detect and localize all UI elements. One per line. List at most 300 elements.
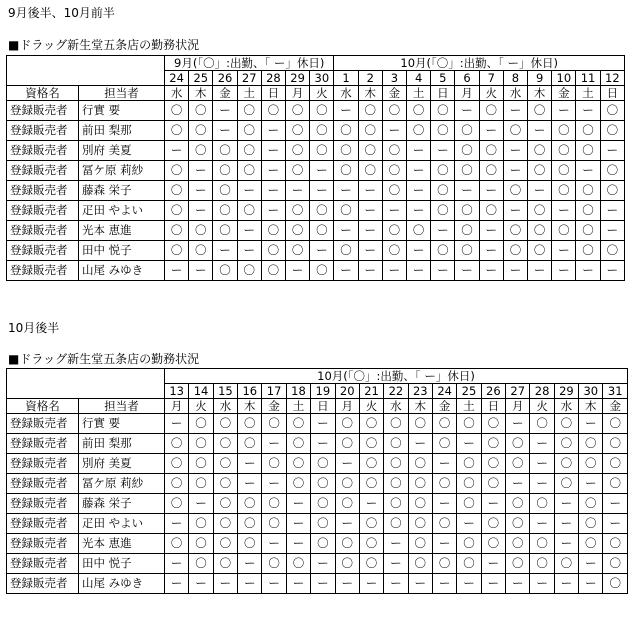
weekday: 日 xyxy=(261,86,285,101)
attendance-cell: 〇 xyxy=(579,534,603,554)
attendance-cell: 〇 xyxy=(600,121,624,141)
qualification-cell: 登録販売者 xyxy=(7,474,79,494)
day-number: 22 xyxy=(384,384,408,399)
qualification-cell: 登録販売者 xyxy=(7,554,79,574)
attendance-cell: ー xyxy=(457,574,481,594)
attendance-cell: 〇 xyxy=(213,554,237,574)
attendance-cell: ー xyxy=(576,261,600,281)
attendance-cell: ー xyxy=(189,574,213,594)
attendance-cell: ー xyxy=(431,261,455,281)
attendance-cell: 〇 xyxy=(432,474,456,494)
attendance-cell: ー xyxy=(334,181,358,201)
attendance-cell: 〇 xyxy=(530,534,554,554)
attendance-cell: ー xyxy=(358,241,382,261)
weekday: 木 xyxy=(408,399,432,414)
attendance-cell: 〇 xyxy=(600,101,624,121)
attendance-cell: ー xyxy=(579,474,603,494)
staff-name-cell: 前田 梨那 xyxy=(79,121,165,141)
attendance-cell: 〇 xyxy=(334,161,358,181)
attendance-cell: 〇 xyxy=(334,141,358,161)
attendance-cell: ー xyxy=(432,494,456,514)
weekday: 月 xyxy=(286,86,310,101)
attendance-cell: ー xyxy=(530,474,554,494)
day-number: 9 xyxy=(528,71,552,86)
attendance-cell: ー xyxy=(479,261,503,281)
attendance-cell: ー xyxy=(503,161,527,181)
attendance-cell: ー xyxy=(238,554,262,574)
attendance-cell: ー xyxy=(358,181,382,201)
weekday: 月 xyxy=(165,399,189,414)
attendance-cell: 〇 xyxy=(237,141,261,161)
attendance-cell: ー xyxy=(503,101,527,121)
attendance-cell: 〇 xyxy=(528,141,552,161)
attendance-cell: 〇 xyxy=(506,454,530,474)
staff-name-cell: 山尾 みゆき xyxy=(79,574,165,594)
attendance-cell: ー xyxy=(431,141,455,161)
attendance-cell: 〇 xyxy=(311,474,335,494)
attendance-cell: 〇 xyxy=(213,494,237,514)
attendance-cell: 〇 xyxy=(432,434,456,454)
attendance-cell: ー xyxy=(506,474,530,494)
attendance-cell: ー xyxy=(262,474,286,494)
day-number: 1 xyxy=(334,71,358,86)
attendance-cell: 〇 xyxy=(165,181,189,201)
attendance-cell: 〇 xyxy=(286,221,310,241)
attendance-cell: 〇 xyxy=(457,474,481,494)
staff-name-cell: 行實 要 xyxy=(79,101,165,121)
staff-row xyxy=(7,141,625,161)
attendance-cell: ー xyxy=(165,141,189,161)
attendance-cell: 〇 xyxy=(189,121,213,141)
weekday: 土 xyxy=(237,86,261,101)
attendance-cell: 〇 xyxy=(261,261,285,281)
day-number: 7 xyxy=(479,71,503,86)
staff-row xyxy=(7,574,628,594)
attendance-cell: 〇 xyxy=(335,534,359,554)
attendance-cell: 〇 xyxy=(407,221,431,241)
attendance-cell: 〇 xyxy=(603,434,628,454)
attendance-cell: 〇 xyxy=(213,454,237,474)
column-header-qualification: 資格名 xyxy=(7,399,79,414)
attendance-cell: ー xyxy=(335,514,359,534)
attendance-cell: 〇 xyxy=(237,201,261,221)
attendance-cell: ー xyxy=(311,554,335,574)
attendance-cell: 〇 xyxy=(431,181,455,201)
staff-name-cell: 光本 恵進 xyxy=(79,221,165,241)
attendance-cell: ー xyxy=(165,514,189,534)
attendance-cell: ー xyxy=(481,574,505,594)
weekday: 月 xyxy=(455,86,479,101)
attendance-cell: 〇 xyxy=(286,554,310,574)
staff-row xyxy=(7,201,625,221)
attendance-cell: 〇 xyxy=(384,494,408,514)
staff-name-cell: 冨ケ原 莉紗 xyxy=(79,161,165,181)
day-number: 25 xyxy=(457,384,481,399)
attendance-cell: ー xyxy=(503,201,527,221)
day-number: 26 xyxy=(481,384,505,399)
attendance-cell: 〇 xyxy=(554,454,578,474)
attendance-cell: 〇 xyxy=(213,221,237,241)
attendance-cell: 〇 xyxy=(213,414,237,434)
attendance-cell: 〇 xyxy=(481,534,505,554)
weekday: 木 xyxy=(358,86,382,101)
attendance-cell: ー xyxy=(554,574,578,594)
attendance-cell: 〇 xyxy=(165,434,189,454)
attendance-cell: ー xyxy=(382,121,406,141)
day-number: 29 xyxy=(554,384,578,399)
weekday: 木 xyxy=(189,86,213,101)
attendance-cell: ー xyxy=(407,241,431,261)
attendance-cell: 〇 xyxy=(408,554,432,574)
attendance-cell: ー xyxy=(358,201,382,221)
attendance-cell: ー xyxy=(238,474,262,494)
attendance-cell: ー xyxy=(189,161,213,181)
qualification-cell: 登録販売者 xyxy=(7,434,79,454)
staff-name-cell: 別府 美夏 xyxy=(79,454,165,474)
attendance-cell: 〇 xyxy=(165,494,189,514)
attendance-cell: ー xyxy=(286,181,310,201)
attendance-cell: 〇 xyxy=(479,101,503,121)
staff-row xyxy=(7,534,628,554)
attendance-cell: 〇 xyxy=(286,141,310,161)
attendance-cell: ー xyxy=(384,554,408,574)
attendance-cell: 〇 xyxy=(286,121,310,141)
weekday: 日 xyxy=(600,86,624,101)
qualification-cell: 登録販売者 xyxy=(7,454,79,474)
attendance-cell: ー xyxy=(530,434,554,454)
column-header-qualification: 資格名 xyxy=(7,86,79,101)
attendance-cell: 〇 xyxy=(600,181,624,201)
attendance-cell: 〇 xyxy=(382,101,406,121)
day-number: 17 xyxy=(262,384,286,399)
day-number: 3 xyxy=(382,71,406,86)
attendance-cell: 〇 xyxy=(213,141,237,161)
staff-name-cell: 藤森 栄子 xyxy=(79,181,165,201)
attendance-cell: 〇 xyxy=(455,161,479,181)
attendance-cell: 〇 xyxy=(552,161,576,181)
attendance-cell: ー xyxy=(311,414,335,434)
month-header: 10月(「〇」:出勤、「 ー」休日) xyxy=(334,56,625,71)
attendance-cell: 〇 xyxy=(457,454,481,474)
attendance-cell: ー xyxy=(479,241,503,261)
attendance-cell: 〇 xyxy=(603,474,628,494)
attendance-cell: 〇 xyxy=(213,181,237,201)
day-number: 20 xyxy=(335,384,359,399)
attendance-cell: 〇 xyxy=(237,161,261,181)
attendance-cell: ー xyxy=(286,514,310,534)
attendance-cell: ー xyxy=(335,574,359,594)
attendance-cell: ー xyxy=(528,121,552,141)
attendance-cell: 〇 xyxy=(579,454,603,474)
attendance-cell: ー xyxy=(455,261,479,281)
attendance-cell: 〇 xyxy=(286,101,310,121)
attendance-cell: 〇 xyxy=(603,534,628,554)
attendance-cell: 〇 xyxy=(431,241,455,261)
attendance-cell: 〇 xyxy=(408,494,432,514)
attendance-cell: ー xyxy=(310,181,334,201)
attendance-cell: 〇 xyxy=(359,514,383,534)
weekday: 金 xyxy=(262,399,286,414)
attendance-cell: 〇 xyxy=(165,101,189,121)
attendance-cell: 〇 xyxy=(503,121,527,141)
attendance-cell: ー xyxy=(359,494,383,514)
attendance-cell: ー xyxy=(552,201,576,221)
attendance-cell: ー xyxy=(261,201,285,221)
attendance-cell: 〇 xyxy=(457,554,481,574)
qualification-cell: 登録販売者 xyxy=(7,261,79,281)
attendance-cell: 〇 xyxy=(335,494,359,514)
attendance-cell: 〇 xyxy=(552,181,576,201)
attendance-cell: ー xyxy=(334,221,358,241)
attendance-cell: 〇 xyxy=(334,201,358,221)
attendance-cell: 〇 xyxy=(432,514,456,534)
attendance-cell: 〇 xyxy=(262,454,286,474)
weekday: 土 xyxy=(286,399,310,414)
attendance-cell: ー xyxy=(432,454,456,474)
weekday: 火 xyxy=(310,86,334,101)
staff-name-cell: 別府 美夏 xyxy=(79,141,165,161)
attendance-cell: 〇 xyxy=(579,514,603,534)
attendance-cell: 〇 xyxy=(455,241,479,261)
staff-name-cell: 疋田 やよい xyxy=(79,514,165,534)
attendance-cell: ー xyxy=(600,261,624,281)
attendance-cell: 〇 xyxy=(576,121,600,141)
qualification-cell: 登録販売者 xyxy=(7,181,79,201)
weekday: 月 xyxy=(335,399,359,414)
attendance-cell: ー xyxy=(503,261,527,281)
attendance-cell: 〇 xyxy=(286,474,310,494)
qualification-cell: 登録販売者 xyxy=(7,241,79,261)
attendance-cell: ー xyxy=(579,414,603,434)
attendance-cell: 〇 xyxy=(503,241,527,261)
day-number: 25 xyxy=(189,71,213,86)
attendance-cell: 〇 xyxy=(310,221,334,241)
attendance-cell: 〇 xyxy=(310,261,334,281)
day-number: 6 xyxy=(455,71,479,86)
day-number: 5 xyxy=(431,71,455,86)
day-number: 26 xyxy=(213,71,237,86)
attendance-cell: ー xyxy=(530,454,554,474)
attendance-cell: 〇 xyxy=(408,474,432,494)
weekday: 水 xyxy=(213,399,237,414)
attendance-cell: ー xyxy=(455,101,479,121)
attendance-cell: 〇 xyxy=(237,121,261,141)
attendance-cell: ー xyxy=(579,574,603,594)
attendance-cell: 〇 xyxy=(286,434,310,454)
attendance-cell: 〇 xyxy=(481,414,505,434)
attendance-cell: ー xyxy=(432,574,456,594)
attendance-cell: 〇 xyxy=(382,141,406,161)
attendance-cell: 〇 xyxy=(286,454,310,474)
attendance-cell: 〇 xyxy=(334,241,358,261)
attendance-cell: ー xyxy=(554,534,578,554)
qualification-cell: 登録販売者 xyxy=(7,414,79,434)
qualification-cell: 登録販売者 xyxy=(7,141,79,161)
attendance-cell: 〇 xyxy=(165,121,189,141)
attendance-cell: 〇 xyxy=(238,414,262,434)
attendance-cell: 〇 xyxy=(506,494,530,514)
attendance-cell: 〇 xyxy=(455,221,479,241)
attendance-cell: ー xyxy=(407,161,431,181)
attendance-cell: 〇 xyxy=(213,474,237,494)
attendance-cell: 〇 xyxy=(165,534,189,554)
attendance-cell: 〇 xyxy=(408,534,432,554)
attendance-cell: ー xyxy=(311,434,335,454)
attendance-cell: 〇 xyxy=(213,201,237,221)
attendance-cell: 〇 xyxy=(576,241,600,261)
attendance-cell: 〇 xyxy=(530,554,554,574)
attendance-cell: 〇 xyxy=(384,414,408,434)
attendance-cell: 〇 xyxy=(262,414,286,434)
staff-name-cell: 光本 恵進 xyxy=(79,534,165,554)
attendance-cell: ー xyxy=(286,494,310,514)
staff-name-cell: 前田 梨那 xyxy=(79,434,165,454)
staff-row xyxy=(7,514,628,534)
attendance-cell: 〇 xyxy=(603,574,628,594)
attendance-cell: 〇 xyxy=(358,161,382,181)
weekday: 月 xyxy=(506,399,530,414)
attendance-cell: ー xyxy=(554,514,578,534)
month-header: 9月(「〇」:出勤、「 ー」休日) xyxy=(165,56,334,71)
attendance-cell: 〇 xyxy=(530,414,554,434)
staff-name-cell: 疋田 やよい xyxy=(79,201,165,221)
attendance-cell: 〇 xyxy=(213,434,237,454)
attendance-cell: 〇 xyxy=(457,534,481,554)
attendance-cell: 〇 xyxy=(238,514,262,534)
attendance-cell: ー xyxy=(213,241,237,261)
weekday: 金 xyxy=(382,86,406,101)
attendance-cell: ー xyxy=(310,241,334,261)
attendance-cell: 〇 xyxy=(503,221,527,241)
attendance-cell: ー xyxy=(432,534,456,554)
attendance-cell: ー xyxy=(506,414,530,434)
attendance-cell: ー xyxy=(506,574,530,594)
attendance-cell: 〇 xyxy=(335,554,359,574)
attendance-cell: ー xyxy=(237,241,261,261)
attendance-cell: 〇 xyxy=(358,121,382,141)
attendance-cell: 〇 xyxy=(457,414,481,434)
attendance-cell: 〇 xyxy=(603,414,628,434)
attendance-cell: 〇 xyxy=(455,201,479,221)
attendance-cell: 〇 xyxy=(479,201,503,221)
attendance-cell: 〇 xyxy=(384,514,408,534)
attendance-cell: ー xyxy=(528,181,552,201)
attendance-cell: ー xyxy=(261,121,285,141)
attendance-cell: 〇 xyxy=(359,534,383,554)
attendance-cell: 〇 xyxy=(262,494,286,514)
attendance-cell: 〇 xyxy=(238,494,262,514)
attendance-cell: 〇 xyxy=(238,434,262,454)
day-number: 30 xyxy=(310,71,334,86)
staff-row xyxy=(7,181,625,201)
attendance-cell: 〇 xyxy=(189,554,213,574)
attendance-cell: 〇 xyxy=(334,121,358,141)
staff-name-cell: 行實 要 xyxy=(79,414,165,434)
attendance-cell: 〇 xyxy=(503,181,527,201)
day-number: 2 xyxy=(358,71,382,86)
attendance-cell: 〇 xyxy=(189,414,213,434)
day-number: 4 xyxy=(407,71,431,86)
attendance-cell: ー xyxy=(310,161,334,181)
attendance-cell: ー xyxy=(334,101,358,121)
attendance-cell: 〇 xyxy=(213,261,237,281)
day-number: 30 xyxy=(579,384,603,399)
qualification-cell: 登録販売者 xyxy=(7,101,79,121)
attendance-cell: ー xyxy=(165,554,189,574)
attendance-cell: ー xyxy=(189,494,213,514)
staff-row xyxy=(7,261,625,281)
attendance-cell: ー xyxy=(407,141,431,161)
attendance-cell: ー xyxy=(407,181,431,201)
attendance-cell: 〇 xyxy=(189,534,213,554)
attendance-cell: 〇 xyxy=(382,221,406,241)
day-number: 13 xyxy=(165,384,189,399)
attendance-cell: 〇 xyxy=(359,474,383,494)
attendance-cell: 〇 xyxy=(310,201,334,221)
weekday: 木 xyxy=(579,399,603,414)
attendance-cell: ー xyxy=(335,454,359,474)
staff-row xyxy=(7,161,625,181)
attendance-cell: ー xyxy=(382,201,406,221)
attendance-cell: 〇 xyxy=(576,221,600,241)
attendance-cell: ー xyxy=(334,261,358,281)
qualification-cell: 登録販売者 xyxy=(7,514,79,534)
attendance-cell: ー xyxy=(261,141,285,161)
staff-name-cell: 冨ケ原 莉紗 xyxy=(79,474,165,494)
weekday: 水 xyxy=(554,399,578,414)
attendance-cell: ー xyxy=(262,574,286,594)
attendance-cell: 〇 xyxy=(359,414,383,434)
staff-name-cell: 藤森 栄子 xyxy=(79,494,165,514)
attendance-cell: 〇 xyxy=(528,221,552,241)
attendance-cell: 〇 xyxy=(189,221,213,241)
attendance-cell: 〇 xyxy=(479,141,503,161)
section-title-2: ■ドラッグ新生堂五条店の勤務状況 xyxy=(8,352,200,366)
attendance-cell: 〇 xyxy=(579,494,603,514)
attendance-cell: 〇 xyxy=(479,161,503,181)
attendance-cell: 〇 xyxy=(286,414,310,434)
attendance-cell: 〇 xyxy=(310,141,334,161)
attendance-cell: 〇 xyxy=(455,141,479,161)
weekday: 金 xyxy=(432,399,456,414)
attendance-cell: 〇 xyxy=(310,101,334,121)
day-number: 21 xyxy=(359,384,383,399)
day-number: 14 xyxy=(189,384,213,399)
attendance-cell: ー xyxy=(603,514,628,534)
weekday: 水 xyxy=(165,86,189,101)
attendance-cell: 〇 xyxy=(506,514,530,534)
attendance-cell: ー xyxy=(576,161,600,181)
staff-name-cell: 田中 悦子 xyxy=(79,241,165,261)
attendance-cell: 〇 xyxy=(528,241,552,261)
page-heading-oct-late: 10月後半 xyxy=(8,321,60,335)
attendance-cell: 〇 xyxy=(432,554,456,574)
attendance-cell: ー xyxy=(431,221,455,241)
attendance-cell: 〇 xyxy=(286,201,310,221)
day-number: 24 xyxy=(432,384,456,399)
attendance-cell: ー xyxy=(407,201,431,221)
attendance-cell: 〇 xyxy=(407,101,431,121)
staff-row xyxy=(7,241,625,261)
header-blank xyxy=(7,56,165,86)
attendance-cell: ー xyxy=(603,494,628,514)
attendance-cell: ー xyxy=(455,181,479,201)
attendance-cell: ー xyxy=(408,574,432,594)
attendance-cell: 〇 xyxy=(407,121,431,141)
attendance-cell: 〇 xyxy=(165,161,189,181)
attendance-cell: ー xyxy=(262,434,286,454)
day-number: 8 xyxy=(503,71,527,86)
